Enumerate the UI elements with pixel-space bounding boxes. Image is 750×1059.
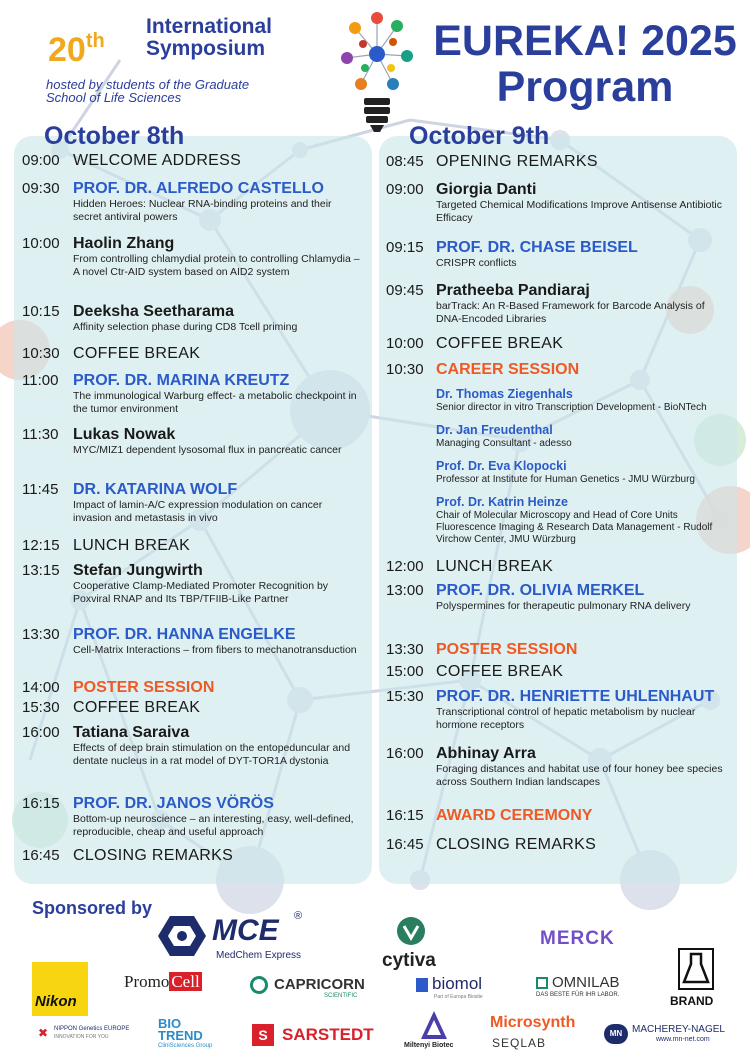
event-title: PROF. DR. ALFREDO CASTELLO: [73, 180, 324, 197]
biomol-name: biomol: [432, 974, 483, 993]
schedule-item: [22, 562, 363, 605]
event-title: PROF. DR. HENRIETTE UHLENHAUT: [436, 688, 715, 705]
event-description: barTrack: An R-Based Framework for Barcode Analysis of DNA-Encoded Libraries: [436, 300, 705, 325]
career-speaker: [436, 423, 726, 450]
host-line-2: School of Life Sciences: [46, 90, 182, 105]
event-time: 15:00: [386, 663, 424, 680]
event-title: COFFEE BREAK: [436, 335, 564, 352]
mn-url: www.mn-net.com: [656, 1036, 710, 1043]
event-time: 16:00: [22, 724, 60, 741]
event-title: POSTER SESSION: [436, 641, 578, 658]
schedule-item: [22, 699, 363, 719]
schedule-item: [22, 626, 363, 656]
event-title: Tatiana Saraiva: [73, 724, 190, 741]
promocell-name-a: Promo: [124, 972, 170, 991]
event-time: 13:30: [22, 626, 60, 643]
schedule-item: [22, 795, 363, 838]
speaker-affiliation: Professor at Institute for Human Genetics - JMU Würzburg: [436, 474, 695, 485]
mce-logo: [158, 912, 308, 964]
schedule-item: [386, 153, 726, 173]
event-description: Hidden Heroes: Nuclear RNA-binding proteins and their secret antiviral powers: [73, 198, 332, 223]
event-time: 16:45: [386, 836, 424, 853]
miltenyi-name: Miltenyi Biotec: [404, 1042, 454, 1049]
event-title: Pratheeba Pandiaraj: [436, 282, 590, 299]
schedule-item: [386, 688, 726, 731]
schedule-item: [386, 239, 726, 269]
event-title: POSTER SESSION: [73, 679, 215, 696]
schedule-item: [386, 558, 726, 578]
event-title: PROF. DR. HANNA ENGELKE: [73, 626, 296, 643]
speaker-name: Prof. Dr. Katrin Heinze: [436, 495, 568, 509]
event-title: OPENING REMARKS: [436, 153, 598, 170]
event-time: 09:00: [22, 152, 60, 169]
event-time: 10:00: [22, 235, 60, 252]
nikon-logo: [32, 962, 88, 1016]
event-description: Bottom-up neuroscience – an interesting, easy, well-defined, reproducible, cheap and useful approach: [73, 813, 354, 838]
omnilab-name: OMNILAB: [552, 974, 620, 991]
career-speaker: [436, 495, 726, 546]
speaker-affiliation: Chair of Molecular Microscopy and Head of Core Units Fluorescence Imaging & Research Data Management - Rudolf Virchow Center, JMU Würzburg: [436, 510, 713, 545]
host-line-1: hosted by students of the Graduate: [46, 77, 250, 92]
event-time: 16:00: [386, 745, 424, 762]
biotrend-name-a: BIO: [158, 1016, 182, 1031]
promocell-logo: [124, 972, 202, 992]
event-time: 13:30: [386, 641, 424, 658]
event-description: Affinity selection phase during CD8 Tcell priming: [73, 321, 298, 333]
microsynth-name: Microsynth: [490, 1014, 576, 1031]
sarstedt-logo: [252, 1024, 390, 1048]
speaker-name: Prof. Dr. Eva Klopocki: [436, 459, 567, 473]
event-title: COFFEE BREAK: [436, 663, 564, 680]
event-title: COFFEE BREAK: [73, 345, 201, 362]
event-time: 13:00: [386, 582, 424, 599]
event-title: Lukas Nowak: [73, 426, 176, 443]
event-time: 14:00: [22, 679, 60, 696]
day2-title: October 9th: [409, 122, 550, 150]
biotrend-name-b: TREND: [158, 1028, 203, 1043]
edition-number: [48, 24, 105, 67]
event-title: PROF. DR. OLIVIA MERKEL: [436, 582, 645, 599]
event-description: Cell-Matrix Interactions – from fibers to mechanotransduction: [73, 644, 357, 656]
cytiva-name: cytiva: [382, 950, 436, 971]
omnilab-subtitle: DAS BESTE FÜR IHR LABOR.: [536, 992, 620, 998]
event-description: Targeted Chemical Modifications Improve Antisense Antibiotic Efficacy: [436, 199, 722, 224]
event-time: 15:30: [386, 688, 424, 705]
event-time: 15:30: [22, 699, 60, 716]
symposium-title: [146, 16, 366, 60]
event-time: 12:00: [386, 558, 424, 575]
day1-title: October 8th: [44, 122, 185, 150]
capricorn-icon: [250, 976, 268, 994]
schedule-item: [22, 724, 363, 767]
event-title: PROF. DR. JANOS VÖRÖS: [73, 795, 274, 812]
sponsors-title: Sponsored by: [32, 898, 153, 918]
macherey-nagel-logo: [604, 1024, 740, 1048]
event-time: 10:15: [22, 303, 60, 320]
event-time: 09:30: [22, 180, 60, 197]
event-title: Abhinay Arra: [436, 745, 536, 762]
schedule-item: [386, 335, 726, 355]
schedule-item: [22, 372, 363, 415]
speaker-name: Dr. Thomas Ziegenhals: [436, 387, 573, 401]
program-title: [430, 18, 740, 110]
career-speaker: [436, 387, 726, 414]
event-description: Foraging distances and habitat use of four honey bee species across Southern Indian landscapes: [436, 763, 723, 788]
nippon-name: NIPPON Genetics EUROPE: [54, 1026, 130, 1032]
event-description: The immunological Warburg effect- a metabolic checkpoint in the tumor environment: [73, 390, 357, 415]
sarstedt-name: SARSTEDT: [282, 1025, 374, 1044]
merck-name: MERCK: [540, 928, 615, 949]
event-time: 10:30: [22, 345, 60, 362]
schedule-item: [22, 426, 363, 456]
event-time: 10:30: [386, 361, 424, 378]
brand-logo: [668, 948, 724, 1012]
event-title: PROF. DR. MARINA KREUTZ: [73, 372, 290, 389]
program-title-line-1: EUREKA! 2025: [433, 17, 737, 65]
speaker-affiliation: Managing Consultant - adesso: [436, 438, 572, 449]
event-description: Effects of deep brain stimulation on the entopeduncular and dentate nucleus in a rat model of DYT-TOR1A dystonia: [73, 742, 351, 767]
miltenyi-logo: [404, 1010, 474, 1056]
schedule-item: [22, 679, 363, 699]
event-time: 16:15: [22, 795, 60, 812]
nippon-subtitle: INNOVATION FOR YOU: [54, 1034, 109, 1040]
schedule-item: [22, 235, 363, 278]
schedule-item: [22, 303, 363, 333]
schedule-item: [22, 152, 363, 172]
capricorn-name: CAPRICORN: [274, 976, 365, 993]
omnilab-logo: [536, 976, 648, 1002]
edition-ordinal: 20: [48, 31, 86, 69]
speaker-affiliation: Senior director in vitro Transcription Development - BioNTech: [436, 402, 707, 413]
event-title: Deeksha Seetharama: [73, 303, 234, 320]
mn-name: MACHEREY-NAGEL: [632, 1024, 725, 1035]
biomol-logo: [416, 976, 496, 1002]
event-title: CAREER SESSION: [436, 361, 580, 378]
merck-logo: [540, 928, 615, 950]
seqlab-name: SEQLAB: [492, 1036, 547, 1050]
event-time: 10:00: [386, 335, 424, 352]
capricorn-logo: [250, 976, 380, 1002]
event-description: MYC/MIZ1 dependent lysosomal flux in pancreatic cancer: [73, 444, 342, 456]
schedule-item: [386, 663, 726, 683]
biotrend-subtitle: CliniSciences Group: [158, 1043, 213, 1049]
career-speaker: [436, 459, 726, 486]
event-title: PROF. DR. CHASE BEISEL: [436, 239, 638, 256]
promocell-name-b: Cell: [171, 972, 200, 991]
event-title: AWARD CEREMONY: [436, 807, 593, 824]
event-time: 12:15: [22, 537, 60, 554]
event-title: CLOSING REMARKS: [436, 836, 597, 853]
nikon-name: Nikon: [35, 993, 77, 1010]
schedule-item: [386, 282, 726, 325]
microsynth-logo: [490, 1014, 586, 1054]
biomol-subtitle: Part of Europa Biosite: [434, 994, 483, 1000]
event-time: 11:00: [22, 372, 59, 389]
brand-name: BRAND: [670, 994, 714, 1008]
schedule-item: [386, 807, 726, 827]
mce-name: MCE: [212, 914, 279, 947]
event-title: LUNCH BREAK: [73, 537, 191, 554]
event-title: LUNCH BREAK: [436, 558, 554, 575]
event-time: 16:15: [386, 807, 424, 824]
lightbulb-icon: [335, 6, 419, 134]
event-title: Haolin Zhang: [73, 235, 175, 252]
mce-registered: ®: [294, 910, 303, 922]
event-description: Polyspermines for therapeutic pulmonary RNA delivery: [436, 600, 691, 612]
cytiva-leaf-icon: [396, 916, 426, 946]
event-description: From controlling chlamydial protein to controlling Chlamydia – A novel Ctr-AID system based on AID2 system: [73, 253, 360, 278]
event-title: DR. KATARINA WOLF: [73, 481, 238, 498]
event-description: Cooperative Clamp-Mediated Promoter Recognition by Poxviral RNAP and Its TBP/TFIIB-Like Partner: [73, 580, 329, 605]
event-title: WELCOME ADDRESS: [73, 152, 242, 169]
schedule-item: [386, 181, 726, 224]
miltenyi-triangle-icon: [420, 1010, 448, 1040]
omnilab-icon: [536, 977, 548, 989]
event-time: 16:45: [22, 847, 60, 864]
schedule-item: [22, 180, 363, 223]
schedule-item: [22, 847, 363, 867]
event-description: CRISPR conflicts: [436, 257, 517, 269]
speaker-name: Dr. Jan Freudenthal: [436, 423, 553, 437]
event-description: Impact of lamin-A/C expression modulation on cancer invasion and metastasis in vivo: [73, 499, 323, 524]
brand-flask-icon: [678, 948, 714, 990]
host-note: [46, 78, 366, 104]
mn-badge-icon: MN: [604, 1024, 628, 1044]
mce-subtitle: MedChem Express: [216, 950, 302, 961]
biotrend-logo: [158, 1016, 228, 1054]
nippon-genetics-logo: [38, 1026, 150, 1046]
program-title-line-2: Program: [496, 63, 674, 111]
event-time: 11:30: [22, 426, 59, 443]
mce-hexagon-icon: [158, 914, 206, 958]
schedule-item: [386, 361, 726, 381]
event-title: Giorgia Danti: [436, 181, 537, 198]
event-title: COFFEE BREAK: [73, 699, 201, 716]
event-time: 08:45: [386, 153, 424, 170]
title-line-1: International: [146, 15, 273, 38]
nippon-icon: ✖: [38, 1026, 49, 1040]
capricorn-subtitle: SCIENTIFIC: [324, 993, 358, 999]
schedule-item: [22, 537, 363, 557]
event-time: 09:45: [386, 282, 424, 299]
schedule-item: [386, 641, 726, 661]
event-time: 11:45: [22, 481, 59, 498]
schedule-item: [386, 745, 726, 788]
schedule-item: [22, 481, 363, 524]
cytiva-logo: [380, 916, 444, 972]
biomol-icon: [416, 978, 428, 992]
event-time: 09:00: [386, 181, 424, 198]
event-title: CLOSING REMARKS: [73, 847, 234, 864]
event-title: Stefan Jungwirth: [73, 562, 203, 579]
sarstedt-icon: S: [252, 1024, 274, 1046]
schedule-item: [22, 345, 363, 365]
event-description: Transcriptional control of hepatic metabolism by nuclear hormone receptors: [436, 706, 696, 731]
schedule-item: [386, 836, 726, 856]
event-time: 13:15: [22, 562, 60, 579]
event-time: 09:15: [386, 239, 424, 256]
schedule-item: [386, 582, 726, 612]
title-line-2: Symposium: [146, 37, 266, 60]
edition-suffix: th: [85, 30, 105, 52]
